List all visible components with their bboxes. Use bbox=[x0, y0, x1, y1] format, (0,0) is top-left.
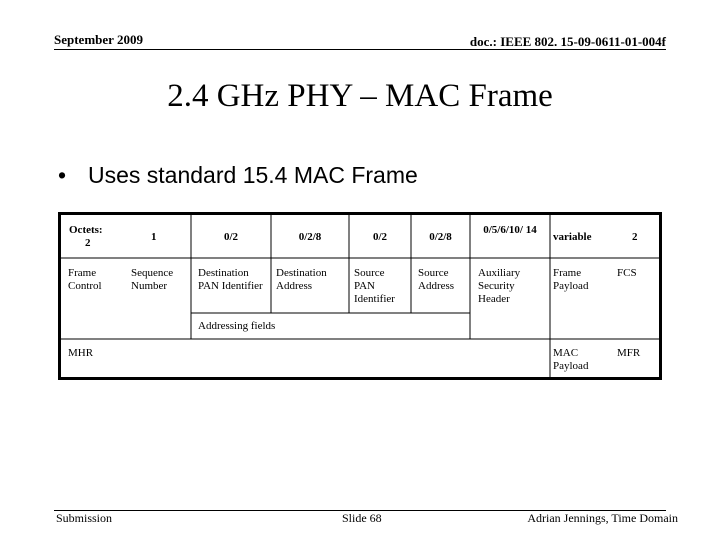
field-source-pan-identifier: Source PAN Identifier bbox=[354, 267, 395, 305]
slide-title: 2.4 GHz PHY – MAC Frame bbox=[167, 78, 553, 114]
octet-size-aux-security: 0/5/6/10/ 14 bbox=[483, 224, 537, 236]
field-source-address: Source Address bbox=[418, 267, 455, 292]
field-sequence-number: Sequence Number bbox=[131, 267, 174, 292]
bullet-dot: • bbox=[58, 162, 67, 188]
field-auxiliary-security-header: Auxiliary Security Header bbox=[478, 267, 521, 305]
octets-label: Octets: bbox=[69, 224, 103, 236]
mfr-label: MFR bbox=[617, 347, 641, 359]
addressing-fields-label: Addressing fields bbox=[198, 320, 276, 332]
field-frame-payload: Frame Payload bbox=[553, 267, 589, 292]
field-destination-pan-identifier: Destination PAN Identifier bbox=[198, 267, 263, 292]
mac-frame-table bbox=[58, 212, 662, 380]
octet-size-source-pan: 0/2 bbox=[372, 231, 388, 243]
octet-size-dest-address: 0/2/8 bbox=[298, 231, 322, 243]
octet-size-frame-control: 2 bbox=[85, 237, 91, 249]
octet-size-source-address: 0/2/8 bbox=[429, 231, 452, 243]
field-fcs: FCS bbox=[617, 267, 637, 279]
bullet-text: Uses standard 15.4 MAC Frame bbox=[88, 162, 418, 188]
bullet-item bbox=[58, 162, 418, 189]
footer-slide-number: Slide 68 bbox=[342, 511, 382, 525]
footer-author: Adrian Jennings, Time Domain bbox=[527, 511, 678, 525]
header-date: September 2009 bbox=[54, 32, 143, 47]
field-destination-address: Destination Address bbox=[276, 267, 327, 292]
octet-size-fcs: 2 bbox=[632, 231, 638, 243]
header-doc-id: doc.: IEEE 802. 15-09-0611-01-004f bbox=[469, 34, 666, 49]
footer-submission: Submission bbox=[56, 511, 113, 525]
field-frame-control: Frame Control bbox=[68, 267, 102, 292]
mac-payload-label: MAC Payload bbox=[553, 347, 589, 372]
octet-size-dest-pan: 0/2 bbox=[223, 231, 239, 243]
octet-size-frame-payload: variable bbox=[553, 231, 592, 243]
header-divider bbox=[54, 49, 666, 50]
octet-size-sequence-number: 1 bbox=[151, 231, 157, 243]
mhr-label: MHR bbox=[68, 347, 94, 359]
